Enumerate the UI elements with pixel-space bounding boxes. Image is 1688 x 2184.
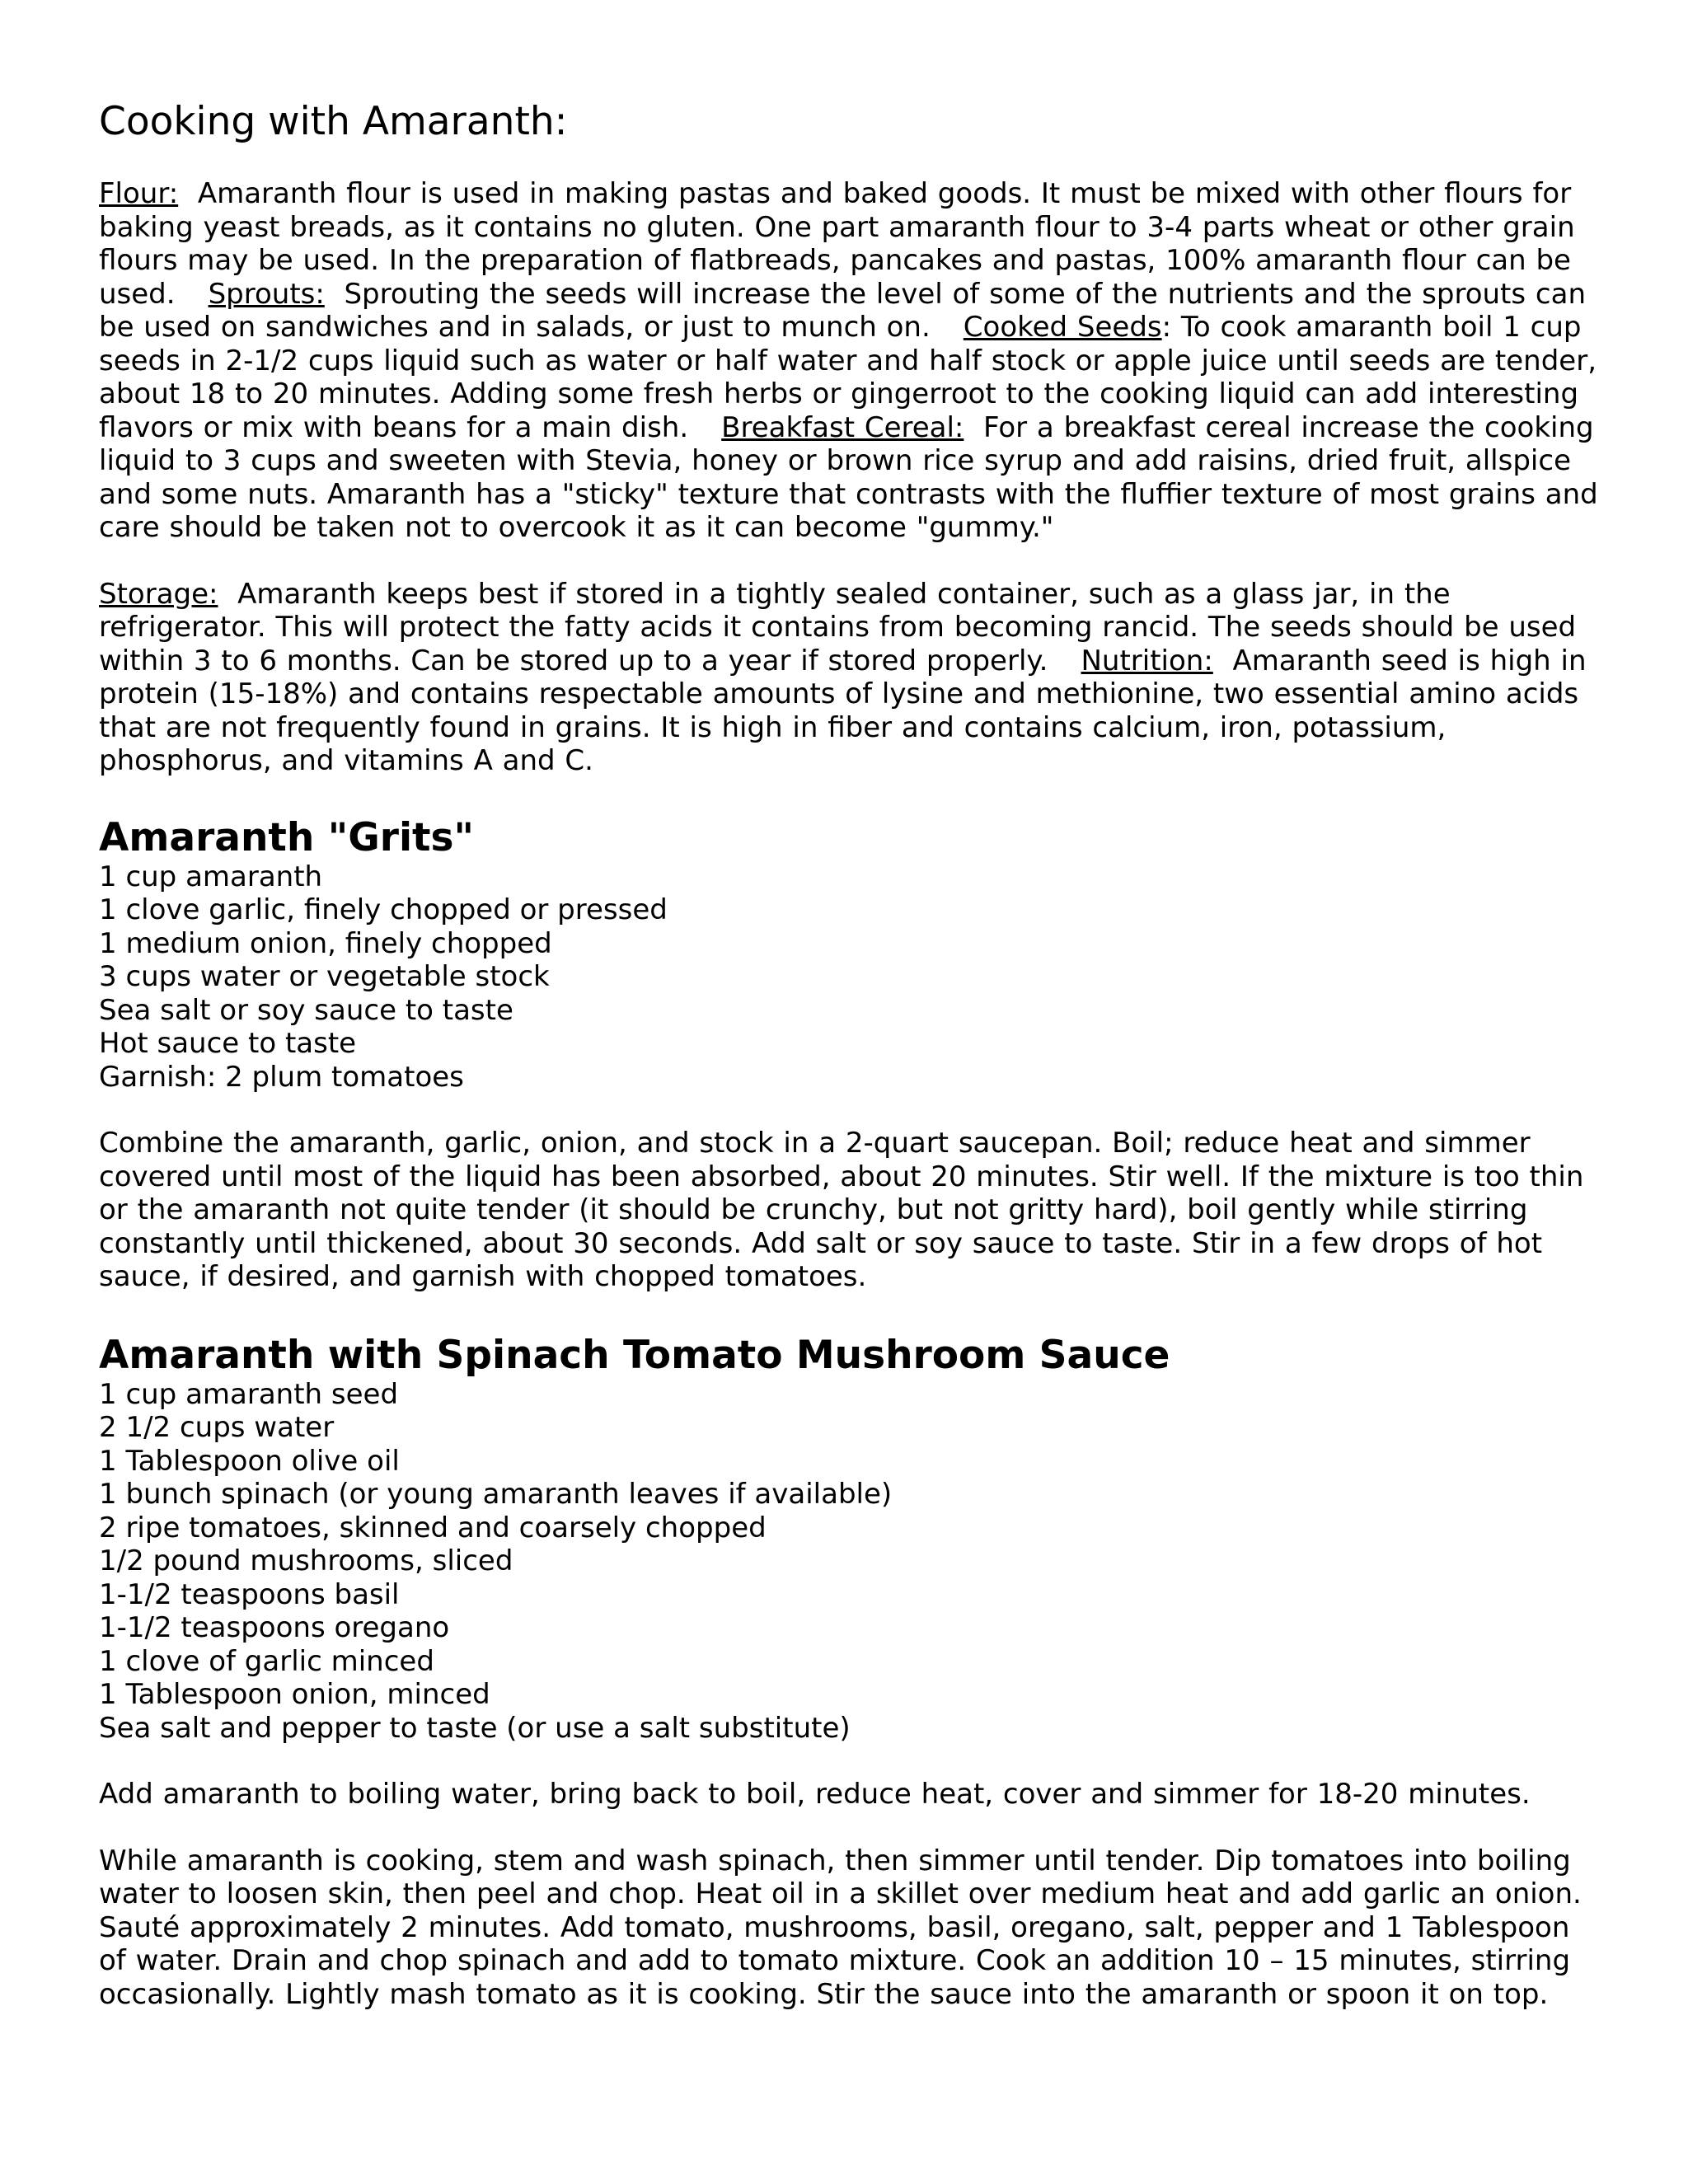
breakfast-cereal-label: Breakfast Cereal: [721, 410, 964, 444]
storage-text: Amaranth keeps best if stored in a tightly sealed container, such as a glass jar, in the refrigerator. This will protect the fatty acids it contains from becoming rancid. The seeds should be used within 3 to 6 months. Can be stored up to a year if stored properly. [99, 577, 1577, 677]
ingredient-item: 1 clove garlic, finely chopped or pressed [99, 893, 668, 926]
ingredient-item: Garnish: 2 plum tomatoes [99, 1060, 464, 1094]
breakfast-cereal-text: For a breakfast cereal increase the cooking liquid to 3 cups and sweeten with Stevia, honey or brown rice syrup and add raisins, dried fruit, allspice and some nuts. Amaranth has a "sticky" texture that contrasts with the fluffier texture of most grains and care should be taken not to overcook it as it can become "gummy." [99, 410, 1598, 544]
ingredient-item: 1 clove of garlic minced [99, 1644, 434, 1678]
cooked-seeds-text: : To cook amaranth boil 1 cup seeds in 2-1/2 cups liquid such as water or half water and half stock or apple juice until seeds are tender, about 18 to 20 minutes. Adding some fresh herbs or gingerroot to the cooking liquid can add interesting flavors or mix with beans for a main dish. [99, 311, 1597, 444]
sprouts-text: Sprouting the seeds will increase the level of some of the nutrients and the sprouts can be used on sandwiches and in salads, or just to munch on. [99, 277, 1586, 344]
ingredient-item: 3 cups water or vegetable stock [99, 960, 550, 993]
ingredient-item: 1 cup amaranth seed [99, 1377, 399, 1411]
recipe-spinach-ingredients [99, 1378, 1599, 1746]
sprouts-label: Sprouts: [208, 277, 325, 311]
document-page [99, 97, 1599, 2011]
ingredient-item: 2 1/2 cups water [99, 1411, 335, 1444]
ingredient-item: 1 Tablespoon onion, minced [99, 1678, 490, 1711]
ingredient-item: 1 Tablespoon olive oil [99, 1444, 400, 1478]
cooked-seeds-label: Cooked Seeds [963, 311, 1162, 344]
ingredient-item: 1 bunch spinach (or young amaranth leaves if available) [99, 1478, 893, 1511]
nutrition-text: Amaranth seed is high in protein (15-18%) and contains respectable amounts of lysine and methionine, two essential amino acids that are not frequently found in grains. It is high in fiber and contains calcium, iron, potassium, phosphorus, and vitamins A and C. [99, 644, 1587, 777]
recipe-spinach-step-1: Add amaranth to boiling water, bring back to boil, reduce heat, cover and simmer for 18-20 minutes. [99, 1778, 1531, 1811]
recipe-spinach-title: Amaranth with Spinach Tomato Mushroom Sauce [99, 1332, 1170, 1378]
recipe-grits-ingredients [99, 860, 1599, 1094]
ingredient-item: 1-1/2 teaspoons basil [99, 1577, 400, 1611]
flour-label: Flour: [99, 177, 179, 210]
recipe-grits-title: Amaranth "Grits" [99, 814, 474, 860]
ingredient-item: 2 ripe tomatoes, skinned and coarsely chopped [99, 1511, 767, 1544]
storage-label: Storage: [99, 577, 218, 611]
page-title: Cooking with Amaranth: [99, 99, 568, 144]
intro-paragraph [99, 177, 1599, 545]
flour-text: Amaranth flour is used in making pastas and baked goods. It must be mixed with other flours for baking yeast breads, as it contains no gluten. One part amaranth flour to 3-4 parts wheat or other grain flours may be used. In the preparation of flatbreads, pancakes and pastas, 100% amaranth flour can be used. [99, 177, 1575, 311]
ingredient-item: 1/2 pound mushrooms, sliced [99, 1544, 513, 1577]
ingredient-item: Hot sauce to taste [99, 1027, 357, 1060]
recipe-spinach-step-2: While amaranth is cooking, stem and wash spinach, then simmer until tender. Dip tomatoes into boiling water to loosen skin, then peel and chop. Heat oil in a skillet over medium heat and add garlic an onion. Sauté approximately 2 minutes. Add tomato, mushrooms, basil, oregano, salt, pepper and 1 Tablespoon of water. Drain and chop spinach and add to tomato mixture. Cook an addition 10 – 15 minutes, stirring occasionally. Lightly mash tomato as it is cooking. Stir the sauce into the amaranth or spoon it on top. [99, 1844, 1582, 2011]
ingredient-item: 1-1/2 teaspoons oregano [99, 1611, 450, 1644]
ingredient-item: Sea salt and pepper to taste (or use a salt substitute) [99, 1711, 851, 1745]
nutrition-label: Nutrition: [1081, 644, 1213, 677]
recipe-grits-directions: Combine the amaranth, garlic, onion, and stock in a 2-quart saucepan. Boil; reduce heat and simmer covered until most of the liquid has been absorbed, about 20 minutes. Stir well. If the mixture is too thin or the amaranth not quite tender (it should be crunchy, but not gritty hard), boil gently while stirring constantly until thickened, about 30 seconds. Add salt or soy sauce to taste. Stir in a few drops of hot sauce, if desired, and garnish with chopped tomatoes. [99, 1127, 1584, 1293]
ingredient-item: 1 medium onion, finely chopped [99, 926, 552, 960]
ingredient-item: Sea salt or soy sauce to taste [99, 993, 513, 1027]
ingredient-item: 1 cup amaranth [99, 860, 323, 893]
storage-paragraph [99, 578, 1599, 778]
